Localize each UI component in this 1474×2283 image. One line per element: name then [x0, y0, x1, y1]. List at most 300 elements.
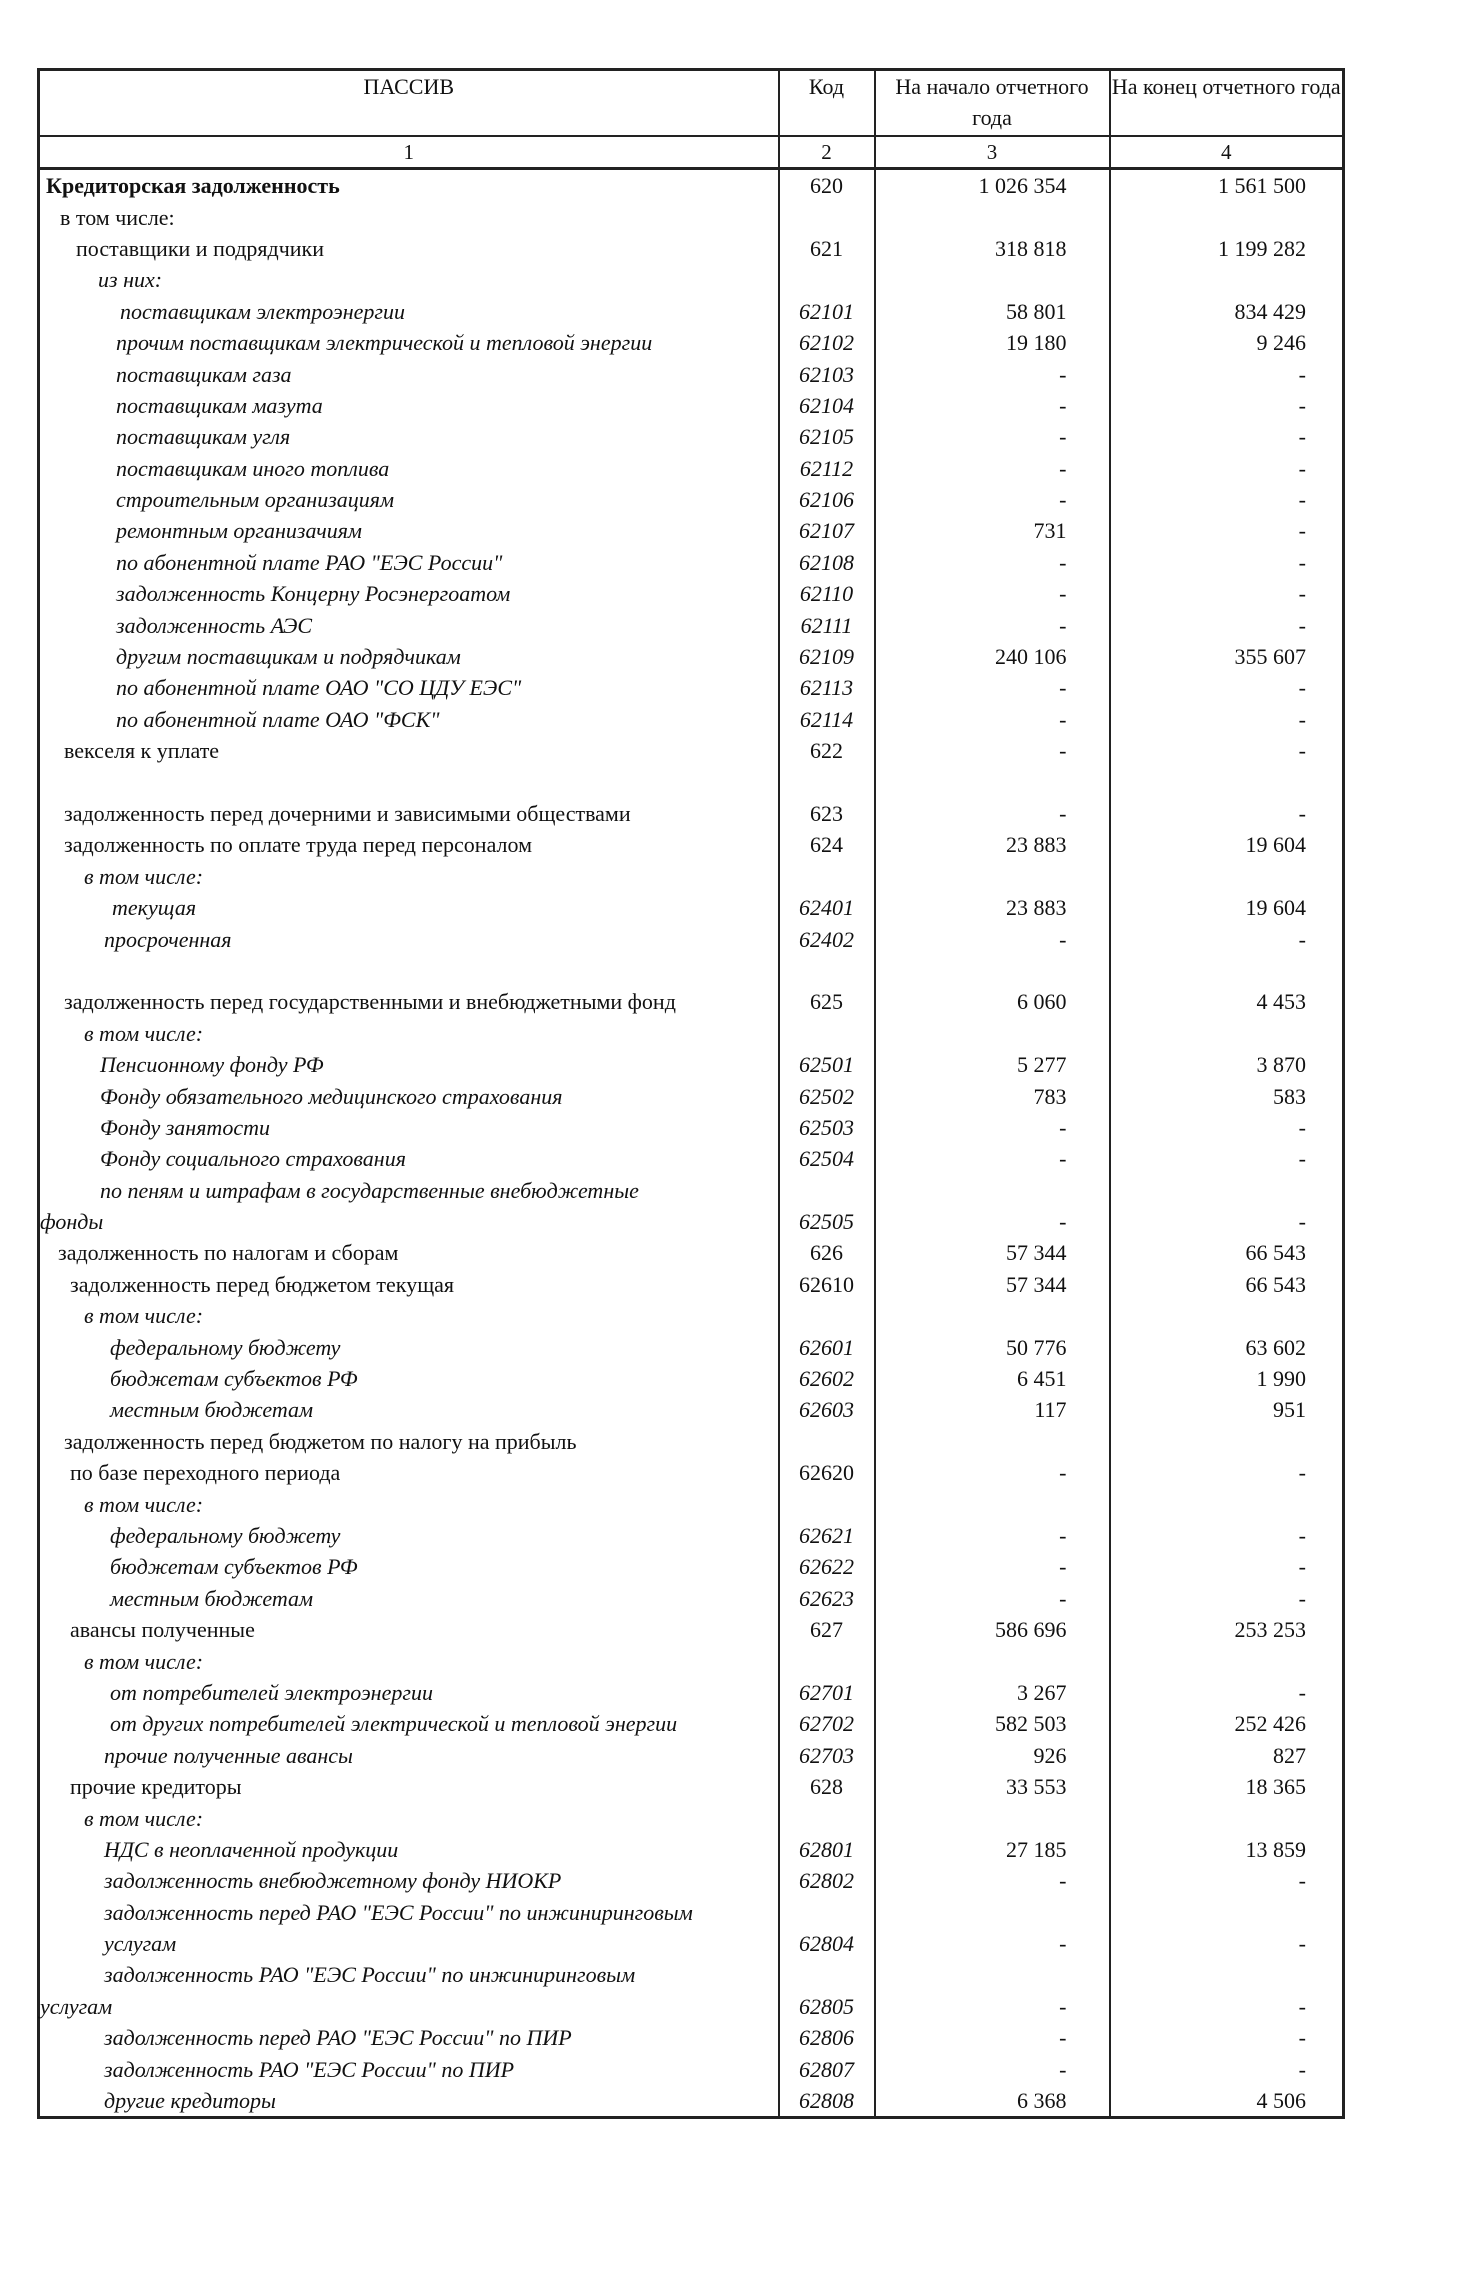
row-end-value: 951: [1110, 1394, 1344, 1425]
table-row: [39, 1959, 1344, 1990]
table-row: [39, 609, 1344, 640]
row-start-value: -: [875, 798, 1110, 829]
row-code: 62101: [779, 296, 875, 327]
table-row: [39, 672, 1344, 703]
row-start-value: 240 106: [875, 641, 1110, 672]
column-number: 2: [779, 136, 875, 169]
row-start-value: 50 776: [875, 1331, 1110, 1362]
row-code: 62502: [779, 1080, 875, 1111]
row-label: задолженность по оплате труда перед персоналом: [64, 832, 533, 858]
row-start-value: [875, 1488, 1110, 1519]
row-label: в том числе:: [84, 1491, 204, 1517]
row-start-value: [875, 1896, 1110, 1927]
row-end-value: -: [1110, 578, 1344, 609]
row-name: [39, 1551, 779, 1582]
row-name: [39, 1394, 779, 1425]
row-end-value: 1 199 282: [1110, 233, 1344, 264]
row-label: федеральному бюджету: [110, 1334, 341, 1360]
row-label: задолженность перед РАО "ЕЭС России" по инжиниринговым: [104, 1899, 693, 1925]
row-code: 62401: [779, 892, 875, 923]
row-code: 627: [779, 1614, 875, 1645]
row-label: поставщики и подрядчики: [76, 235, 325, 261]
row-label: Фонду обязательного медицинского страхования: [100, 1083, 563, 1109]
row-label: по пеням и штрафам в государственные внебюджетные: [100, 1177, 639, 1203]
row-name: [39, 1896, 779, 1927]
row-code: 62801: [779, 1834, 875, 1865]
table-row: [39, 986, 1344, 1017]
row-end-value: -: [1110, 453, 1344, 484]
row-label: услугам: [104, 1931, 177, 1957]
row-label: в том числе:: [84, 1303, 204, 1329]
table-row: [39, 1394, 1344, 1425]
table-row: [39, 1331, 1344, 1362]
row-label: из них:: [98, 267, 163, 293]
row-end-value: -: [1110, 923, 1344, 954]
table-row: [39, 264, 1344, 295]
row-end-value: -: [1110, 735, 1344, 766]
row-end-value: [1110, 1645, 1344, 1676]
table-row: [39, 829, 1344, 860]
row-label: задолженность РАО "ЕЭС России" по инжиниринговым: [104, 1962, 636, 1988]
row-code: [779, 766, 875, 797]
row-label: авансы полученные: [70, 1617, 255, 1643]
table-row: [39, 1614, 1344, 1645]
row-code: 628: [779, 1771, 875, 1802]
row-start-value: 5 277: [875, 1049, 1110, 1080]
header-row: [39, 70, 1344, 137]
row-start-value: -: [875, 2053, 1110, 2084]
row-end-value: 4 506: [1110, 2085, 1344, 2118]
row-name: [39, 735, 779, 766]
row-label: местным бюджетам: [110, 1585, 314, 1611]
table-row: [39, 390, 1344, 421]
row-label: бюджетам субъектов РФ: [110, 1366, 358, 1392]
table-row: [39, 704, 1344, 735]
row-end-value: -: [1110, 1206, 1344, 1237]
row-end-value: 3 870: [1110, 1049, 1344, 1080]
table-row: [39, 1991, 1344, 2022]
row-end-value: -: [1110, 547, 1344, 578]
table-row: [39, 1896, 1344, 1927]
row-name: [39, 1771, 779, 1802]
row-label: поставщикам электроэнергии: [120, 298, 405, 324]
row-name: [39, 955, 779, 986]
row-start-value: 117: [875, 1394, 1110, 1425]
row-end-value: [1110, 1175, 1344, 1206]
row-name: [39, 1583, 779, 1614]
row-name: [39, 1708, 779, 1739]
row-label: в том числе:: [84, 1805, 204, 1831]
row-name: [39, 892, 779, 923]
row-name: [39, 390, 779, 421]
row-start-value: -: [875, 1991, 1110, 2022]
row-name: [39, 484, 779, 515]
row-name: [39, 798, 779, 829]
row-label: задолженность перед РАО "ЕЭС России" по ПИР: [104, 2025, 572, 2051]
row-name: [39, 1331, 779, 1362]
table-row: [39, 169, 1344, 202]
row-code: [779, 1959, 875, 1990]
row-code: 62620: [779, 1457, 875, 1488]
row-name: [39, 1802, 779, 1833]
row-start-value: [875, 1426, 1110, 1457]
row-code: 62802: [779, 1865, 875, 1896]
row-name: [39, 201, 779, 232]
table-row: [39, 1708, 1344, 1739]
row-code: 624: [779, 829, 875, 860]
row-name: [39, 547, 779, 578]
column-number: 1: [39, 136, 779, 169]
row-label: прочие кредиторы: [70, 1774, 242, 1800]
row-label: услугам: [40, 1993, 113, 2019]
row-name: [39, 1112, 779, 1143]
row-label: бюджетам субъектов РФ: [110, 1554, 358, 1580]
row-start-value: [875, 1802, 1110, 1833]
row-end-value: [1110, 1896, 1344, 1927]
row-label: по базе переходного периода: [70, 1460, 341, 1486]
row-end-value: 19 604: [1110, 829, 1344, 860]
table-row: [39, 578, 1344, 609]
row-name: [39, 829, 779, 860]
row-start-value: 1 026 354: [875, 169, 1110, 202]
table-row: [39, 766, 1344, 797]
row-code: 62610: [779, 1269, 875, 1300]
row-start-value: 57 344: [875, 1237, 1110, 1268]
table-row: [39, 1834, 1344, 1865]
row-name: [39, 358, 779, 389]
row-start-value: 926: [875, 1740, 1110, 1771]
row-start-value: [875, 955, 1110, 986]
row-end-value: 66 543: [1110, 1237, 1344, 1268]
row-name: [39, 515, 779, 546]
table-row: [39, 1049, 1344, 1080]
row-name: [39, 704, 779, 735]
row-name: [39, 609, 779, 640]
table-row: [39, 1237, 1344, 1268]
row-name: [39, 233, 779, 264]
row-name: [39, 1834, 779, 1865]
row-name: [39, 1237, 779, 1268]
row-end-value: [1110, 1959, 1344, 1990]
row-end-value: -: [1110, 1928, 1344, 1959]
row-label: ремонтным организачиям: [116, 518, 362, 544]
row-end-value: -: [1110, 1677, 1344, 1708]
row-end-value: -: [1110, 2053, 1344, 2084]
row-end-value: [1110, 1018, 1344, 1049]
row-label: в том числе:: [84, 1020, 204, 1046]
row-name: [39, 453, 779, 484]
row-code: [779, 1896, 875, 1927]
row-code: 623: [779, 798, 875, 829]
table-row: [39, 1363, 1344, 1394]
row-end-value: -: [1110, 1865, 1344, 1896]
row-code: 62102: [779, 327, 875, 358]
row-start-value: -: [875, 1143, 1110, 1174]
row-label: федеральному бюджету: [110, 1522, 341, 1548]
header-liabilities: ПАССИВ: [39, 70, 779, 137]
table-row: [39, 892, 1344, 923]
table-row: [39, 358, 1344, 389]
row-name: [39, 421, 779, 452]
row-start-value: -: [875, 923, 1110, 954]
row-code: 62103: [779, 358, 875, 389]
row-code: 62107: [779, 515, 875, 546]
row-start-value: [875, 264, 1110, 295]
row-name: [39, 1928, 779, 1959]
table-row: [39, 484, 1344, 515]
table-row: [39, 641, 1344, 672]
row-name: [39, 766, 779, 797]
table-row: [39, 798, 1344, 829]
row-name: [39, 1018, 779, 1049]
row-name: [39, 1865, 779, 1896]
row-label: задолженность АЭС: [116, 612, 313, 638]
table-row: [39, 1112, 1344, 1143]
header-code: Код: [779, 70, 875, 137]
row-name: [39, 672, 779, 703]
row-name: [39, 861, 779, 892]
row-start-value: 582 503: [875, 1708, 1110, 1739]
row-start-value: -: [875, 2022, 1110, 2053]
row-label: фонды: [40, 1209, 104, 1235]
row-code: 62808: [779, 2085, 875, 2118]
row-start-value: 731: [875, 515, 1110, 546]
row-start-value: -: [875, 421, 1110, 452]
row-name: [39, 264, 779, 295]
row-end-value: 66 543: [1110, 1269, 1344, 1300]
table-row: [39, 861, 1344, 892]
row-end-value: [1110, 861, 1344, 892]
row-start-value: -: [875, 1457, 1110, 1488]
row-code: 62601: [779, 1331, 875, 1362]
row-start-value: [875, 861, 1110, 892]
table-row: [39, 1771, 1344, 1802]
row-code: [779, 1488, 875, 1519]
row-code: 62806: [779, 2022, 875, 2053]
row-code: [779, 1426, 875, 1457]
row-start-value: 58 801: [875, 296, 1110, 327]
table-row: [39, 515, 1344, 546]
row-name: [39, 641, 779, 672]
row-start-value: -: [875, 1551, 1110, 1582]
table-row: [39, 233, 1344, 264]
row-name: [39, 2022, 779, 2053]
row-name: [39, 1363, 779, 1394]
row-start-value: -: [875, 390, 1110, 421]
table-row: [39, 1457, 1344, 1488]
row-label: задолженность перед государственными и внебюджетными фонд: [64, 989, 676, 1015]
table-body: [39, 169, 1344, 2118]
row-end-value: 834 429: [1110, 296, 1344, 327]
row-code: 626: [779, 1237, 875, 1268]
row-end-value: [1110, 1802, 1344, 1833]
row-code: 62113: [779, 672, 875, 703]
row-start-value: -: [875, 1928, 1110, 1959]
header-end-of-year: На конец отчетного года: [1110, 70, 1344, 137]
row-code: 62111: [779, 609, 875, 640]
row-code: [779, 861, 875, 892]
row-name: [39, 1206, 779, 1237]
row-code: 62104: [779, 390, 875, 421]
table-row: [39, 923, 1344, 954]
table-row: [39, 1928, 1344, 1959]
table-row: [39, 1300, 1344, 1331]
table-row: [39, 1018, 1344, 1049]
row-end-value: 4 453: [1110, 986, 1344, 1017]
row-name: [39, 1457, 779, 1488]
row-start-value: [875, 1018, 1110, 1049]
row-start-value: -: [875, 547, 1110, 578]
row-start-value: 19 180: [875, 327, 1110, 358]
row-name: [39, 578, 779, 609]
row-code: 62105: [779, 421, 875, 452]
row-code: 62110: [779, 578, 875, 609]
row-name: [39, 1520, 779, 1551]
table-row: [39, 735, 1344, 766]
table-row: [39, 453, 1344, 484]
row-start-value: [875, 1175, 1110, 1206]
row-code: 62504: [779, 1143, 875, 1174]
row-end-value: 13 859: [1110, 1834, 1344, 1865]
row-label: Фонду занятости: [100, 1114, 270, 1140]
row-label: поставщикам мазута: [116, 392, 323, 418]
row-start-value: [875, 1645, 1110, 1676]
row-end-value: -: [1110, 1991, 1344, 2022]
row-start-value: -: [875, 609, 1110, 640]
header-start-of-year: На начало отчетного года: [875, 70, 1110, 137]
row-label: другим поставщикам и подрядчикам: [116, 644, 461, 670]
row-label: Пенсионному фонду РФ: [100, 1052, 324, 1078]
row-start-value: -: [875, 704, 1110, 735]
column-number: 3: [875, 136, 1110, 169]
table-row: [39, 201, 1344, 232]
row-name: [39, 1300, 779, 1331]
row-code: 62703: [779, 1740, 875, 1771]
row-name: [39, 1959, 779, 1990]
row-end-value: -: [1110, 1457, 1344, 1488]
table-row: [39, 296, 1344, 327]
row-label: задолженность перед дочерними и зависимыми обществами: [64, 801, 631, 826]
table-row: [39, 955, 1344, 986]
row-start-value: -: [875, 672, 1110, 703]
row-start-value: -: [875, 1583, 1110, 1614]
balance-sheet: [37, 68, 1342, 2119]
row-label: другие кредиторы: [104, 2088, 276, 2114]
row-end-value: -: [1110, 1520, 1344, 1551]
table-row: [39, 1802, 1344, 1833]
row-code: 62108: [779, 547, 875, 578]
table-row: [39, 1426, 1344, 1457]
row-end-value: -: [1110, 704, 1344, 735]
table-row: [39, 1520, 1344, 1551]
row-code: 62106: [779, 484, 875, 515]
row-code: 62702: [779, 1708, 875, 1739]
row-end-value: 827: [1110, 1740, 1344, 1771]
row-start-value: [875, 201, 1110, 232]
column-number: 4: [1110, 136, 1344, 169]
row-code: [779, 201, 875, 232]
row-name: [39, 1269, 779, 1300]
row-end-value: [1110, 955, 1344, 986]
row-name: [39, 1645, 779, 1676]
row-label: задолженность РАО "ЕЭС России" по ПИР: [104, 2056, 515, 2082]
row-end-value: [1110, 201, 1344, 232]
row-start-value: -: [875, 453, 1110, 484]
row-code: 625: [779, 986, 875, 1017]
row-end-value: 1 561 500: [1110, 169, 1344, 202]
row-code: 62109: [779, 641, 875, 672]
row-end-value: 9 246: [1110, 327, 1344, 358]
row-label: в том числе:: [84, 1648, 204, 1674]
row-label: в том числе:: [84, 863, 204, 889]
row-name: [39, 2085, 779, 2118]
table-row: [39, 327, 1344, 358]
row-name: [39, 1677, 779, 1708]
row-end-value: 252 426: [1110, 1708, 1344, 1739]
row-end-value: [1110, 264, 1344, 295]
row-name: [39, 2053, 779, 2084]
row-name: [39, 1426, 779, 1457]
row-name: [39, 296, 779, 327]
row-name: [39, 1080, 779, 1111]
table-row: [39, 1488, 1344, 1519]
row-end-value: [1110, 1488, 1344, 1519]
table-row: [39, 2085, 1344, 2118]
row-code: 62621: [779, 1520, 875, 1551]
table-row: [39, 1080, 1344, 1111]
row-end-value: -: [1110, 672, 1344, 703]
row-label: по абонентной плате ОАО "ФСК": [116, 706, 440, 732]
row-end-value: 19 604: [1110, 892, 1344, 923]
row-code: 62603: [779, 1394, 875, 1425]
row-code: 62501: [779, 1049, 875, 1080]
row-end-value: -: [1110, 609, 1344, 640]
row-end-value: [1110, 1426, 1344, 1457]
row-end-value: -: [1110, 1143, 1344, 1174]
row-start-value: 23 883: [875, 892, 1110, 923]
row-code: [779, 1802, 875, 1833]
row-start-value: 318 818: [875, 233, 1110, 264]
table-row: [39, 1269, 1344, 1300]
table-row: [39, 1677, 1344, 1708]
row-label: строительным организациям: [116, 487, 395, 513]
row-name: [39, 923, 779, 954]
row-start-value: 6 060: [875, 986, 1110, 1017]
row-start-value: 6 451: [875, 1363, 1110, 1394]
row-end-value: -: [1110, 798, 1344, 829]
column-number-row: [39, 136, 1344, 169]
row-start-value: -: [875, 1520, 1110, 1551]
row-code: [779, 1300, 875, 1331]
row-label: от потребителей электроэнергии: [110, 1679, 433, 1705]
row-code: [779, 264, 875, 295]
row-end-value: -: [1110, 1551, 1344, 1582]
row-start-value: -: [875, 1112, 1110, 1143]
row-code: [779, 1645, 875, 1676]
row-end-value: -: [1110, 2022, 1344, 2053]
row-end-value: 18 365: [1110, 1771, 1344, 1802]
table-row: [39, 547, 1344, 578]
row-end-value: -: [1110, 390, 1344, 421]
row-label: поставщикам угля: [116, 424, 291, 450]
row-name: [39, 1488, 779, 1519]
row-label: текущая: [112, 895, 197, 921]
table-row: [39, 2022, 1344, 2053]
row-start-value: -: [875, 484, 1110, 515]
row-label: по абонентной плате РАО "ЕЭС России": [116, 549, 503, 575]
row-name: [39, 1740, 779, 1771]
row-code: 62112: [779, 453, 875, 484]
